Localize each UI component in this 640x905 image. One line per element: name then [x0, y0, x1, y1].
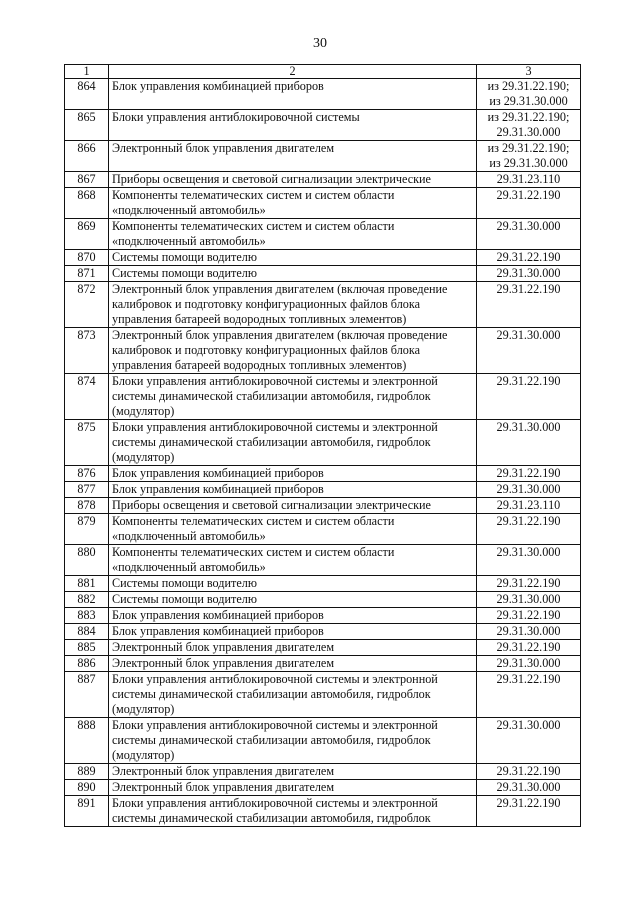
- row-name: Компоненты телематических систем и систем области «подключенный автомобиль»: [109, 514, 477, 545]
- row-name: Электронный блок управления двигателем: [109, 141, 477, 172]
- row-name: Блок управления комбинацией приборов: [109, 624, 477, 640]
- table-row: [65, 764, 581, 780]
- row-number: 871: [65, 266, 109, 282]
- code-line: 29.31.22.190: [496, 672, 561, 686]
- row-code: [477, 764, 581, 780]
- row-number: 868: [65, 188, 109, 219]
- row-name: Электронный блок управления двигателем (включая проведение калибровок и подготовку конфигурационных файлов блока управления батареей водородных топливных элементов): [109, 328, 477, 374]
- row-name: Компоненты телематических систем и систем области «подключенный автомобиль»: [109, 219, 477, 250]
- row-number: 869: [65, 219, 109, 250]
- code-line: из 29.31.22.190;: [487, 141, 570, 155]
- code-line: 29.31.23.110: [496, 498, 561, 512]
- row-name: Системы помощи водителю: [109, 250, 477, 266]
- row-number: 883: [65, 608, 109, 624]
- page-number: 30: [313, 36, 327, 51]
- table-header-row: [65, 65, 581, 79]
- column-header-number: 1: [65, 65, 109, 79]
- row-code: [477, 374, 581, 420]
- code-line: 29.31.30.000: [496, 545, 561, 559]
- table-body: [65, 79, 581, 827]
- code-line: 29.31.22.190: [496, 640, 561, 654]
- code-line: 29.31.30.000: [496, 780, 561, 794]
- row-number: 880: [65, 545, 109, 576]
- row-name: Электронный блок управления двигателем: [109, 764, 477, 780]
- table-row: [65, 374, 581, 420]
- table-row: [65, 656, 581, 672]
- table-row: [65, 796, 581, 827]
- row-name: Системы помощи водителю: [109, 592, 477, 608]
- code-line: 29.31.30.000: [496, 420, 561, 434]
- row-code: [477, 79, 581, 110]
- table-row: [65, 624, 581, 640]
- row-name: Приборы освещения и световой сигнализации электрические: [109, 172, 477, 188]
- code-line: 29.31.22.190: [496, 796, 561, 810]
- row-code: [477, 545, 581, 576]
- code-line: из 29.31.30.000: [489, 94, 568, 108]
- row-name: Блок управления комбинацией приборов: [109, 482, 477, 498]
- table-row: [65, 250, 581, 266]
- row-code: [477, 592, 581, 608]
- row-number: 881: [65, 576, 109, 592]
- code-line: 29.31.30.000: [496, 592, 561, 606]
- row-name: Блоки управления антиблокировочной системы и электронной системы динамической стабилизации автомобиля, гидроблок (модулятор): [109, 374, 477, 420]
- row-code: [477, 282, 581, 328]
- table-row: [65, 266, 581, 282]
- row-name: Блок управления комбинацией приборов: [109, 79, 477, 110]
- row-number: 882: [65, 592, 109, 608]
- row-code: [477, 640, 581, 656]
- row-code: [477, 110, 581, 141]
- row-name: Электронный блок управления двигателем: [109, 656, 477, 672]
- code-line: 29.31.22.190: [496, 576, 561, 590]
- table-row: [65, 141, 581, 172]
- row-number: 884: [65, 624, 109, 640]
- row-number: 876: [65, 466, 109, 482]
- products-table: [64, 64, 581, 827]
- table-row: [65, 672, 581, 718]
- row-name: Приборы освещения и световой сигнализации электрические: [109, 498, 477, 514]
- row-code: [477, 576, 581, 592]
- row-name: Электронный блок управления двигателем: [109, 640, 477, 656]
- table-row: [65, 219, 581, 250]
- row-name: Электронный блок управления двигателем (включая проведение калибровок и подготовку конфигурационных файлов блока управления батареей водородных топливных элементов): [109, 282, 477, 328]
- row-code: [477, 514, 581, 545]
- table-row: [65, 328, 581, 374]
- row-name: Блок управления комбинацией приборов: [109, 608, 477, 624]
- row-number: 865: [65, 110, 109, 141]
- row-name: Компоненты телематических систем и систем области «подключенный автомобиль»: [109, 188, 477, 219]
- row-name: Компоненты телематических систем и систем области «подключенный автомобиль»: [109, 545, 477, 576]
- row-number: 873: [65, 328, 109, 374]
- table-row: [65, 482, 581, 498]
- code-line: 29.31.22.190: [496, 764, 561, 778]
- row-number: 872: [65, 282, 109, 328]
- column-header-name: 2: [109, 65, 477, 79]
- table-row: [65, 545, 581, 576]
- table-row: [65, 282, 581, 328]
- code-line: 29.31.22.190: [496, 250, 561, 264]
- row-number: 891: [65, 796, 109, 827]
- table-row: [65, 110, 581, 141]
- code-line: 29.31.23.110: [496, 172, 561, 186]
- row-code: [477, 796, 581, 827]
- row-number: 886: [65, 656, 109, 672]
- code-line: 29.31.22.190: [496, 608, 561, 622]
- row-number: 864: [65, 79, 109, 110]
- row-code: [477, 608, 581, 624]
- code-line: 29.31.22.190: [496, 282, 561, 296]
- row-code: [477, 656, 581, 672]
- row-name: Блоки управления антиблокировочной системы и электронной системы динамической стабилизации автомобиля, гидроблок (модулятор): [109, 420, 477, 466]
- row-code: [477, 482, 581, 498]
- row-code: [477, 328, 581, 374]
- row-code: [477, 219, 581, 250]
- row-name: Блоки управления антиблокировочной системы и электронной системы динамической стабилизации автомобиля, гидроблок (модулятор): [109, 718, 477, 764]
- code-line: 29.31.22.190: [496, 466, 561, 480]
- row-name: Блоки управления антиблокировочной системы и электронной системы динамической стабилизации автомобиля, гидроблок: [109, 796, 477, 827]
- row-number: 885: [65, 640, 109, 656]
- row-code: [477, 718, 581, 764]
- table-row: [65, 592, 581, 608]
- row-number: 870: [65, 250, 109, 266]
- row-number: 878: [65, 498, 109, 514]
- row-code: [477, 624, 581, 640]
- code-line: 29.31.30.000: [496, 125, 561, 139]
- row-number: 887: [65, 672, 109, 718]
- row-code: [477, 672, 581, 718]
- row-name: Блоки управления антиблокировочной системы и электронной системы динамической стабилизации автомобиля, гидроблок (модулятор): [109, 672, 477, 718]
- row-number: 874: [65, 374, 109, 420]
- table-row: [65, 718, 581, 764]
- code-line: 29.31.30.000: [496, 482, 561, 496]
- code-line: 29.31.22.190: [496, 514, 561, 528]
- row-number: 875: [65, 420, 109, 466]
- row-code: [477, 780, 581, 796]
- row-number: 877: [65, 482, 109, 498]
- row-code: [477, 250, 581, 266]
- table-row: [65, 576, 581, 592]
- table-row: [65, 640, 581, 656]
- code-line: 29.31.30.000: [496, 266, 561, 280]
- row-code: [477, 466, 581, 482]
- code-line: 29.31.30.000: [496, 328, 561, 342]
- row-number: 867: [65, 172, 109, 188]
- row-number: 890: [65, 780, 109, 796]
- row-code: [477, 266, 581, 282]
- table-row: [65, 420, 581, 466]
- row-code: [477, 498, 581, 514]
- code-line: 29.31.30.000: [496, 656, 561, 670]
- code-line: из 29.31.22.190;: [487, 110, 570, 124]
- row-name: Блоки управления антиблокировочной системы: [109, 110, 477, 141]
- row-name: Системы помощи водителю: [109, 576, 477, 592]
- table-row: [65, 172, 581, 188]
- code-line: 29.31.22.190: [496, 188, 561, 202]
- table-row: [65, 188, 581, 219]
- row-number: 866: [65, 141, 109, 172]
- row-number: 889: [65, 764, 109, 780]
- row-code: [477, 188, 581, 219]
- code-line: из 29.31.30.000: [489, 156, 568, 170]
- row-name: Электронный блок управления двигателем: [109, 780, 477, 796]
- code-line: 29.31.22.190: [496, 374, 561, 388]
- table-row: [65, 608, 581, 624]
- row-code: [477, 141, 581, 172]
- code-line: 29.31.30.000: [496, 624, 561, 638]
- table-row: [65, 780, 581, 796]
- row-name: Системы помощи водителю: [109, 266, 477, 282]
- code-line: из 29.31.22.190;: [487, 79, 570, 93]
- row-name: Блок управления комбинацией приборов: [109, 466, 477, 482]
- table-row: [65, 466, 581, 482]
- row-number: 879: [65, 514, 109, 545]
- row-code: [477, 420, 581, 466]
- code-line: 29.31.30.000: [496, 718, 561, 732]
- row-number: 888: [65, 718, 109, 764]
- table-row: [65, 498, 581, 514]
- row-code: [477, 172, 581, 188]
- table-row: [65, 79, 581, 110]
- code-line: 29.31.30.000: [496, 219, 561, 233]
- table-row: [65, 514, 581, 545]
- column-header-code: 3: [477, 65, 581, 79]
